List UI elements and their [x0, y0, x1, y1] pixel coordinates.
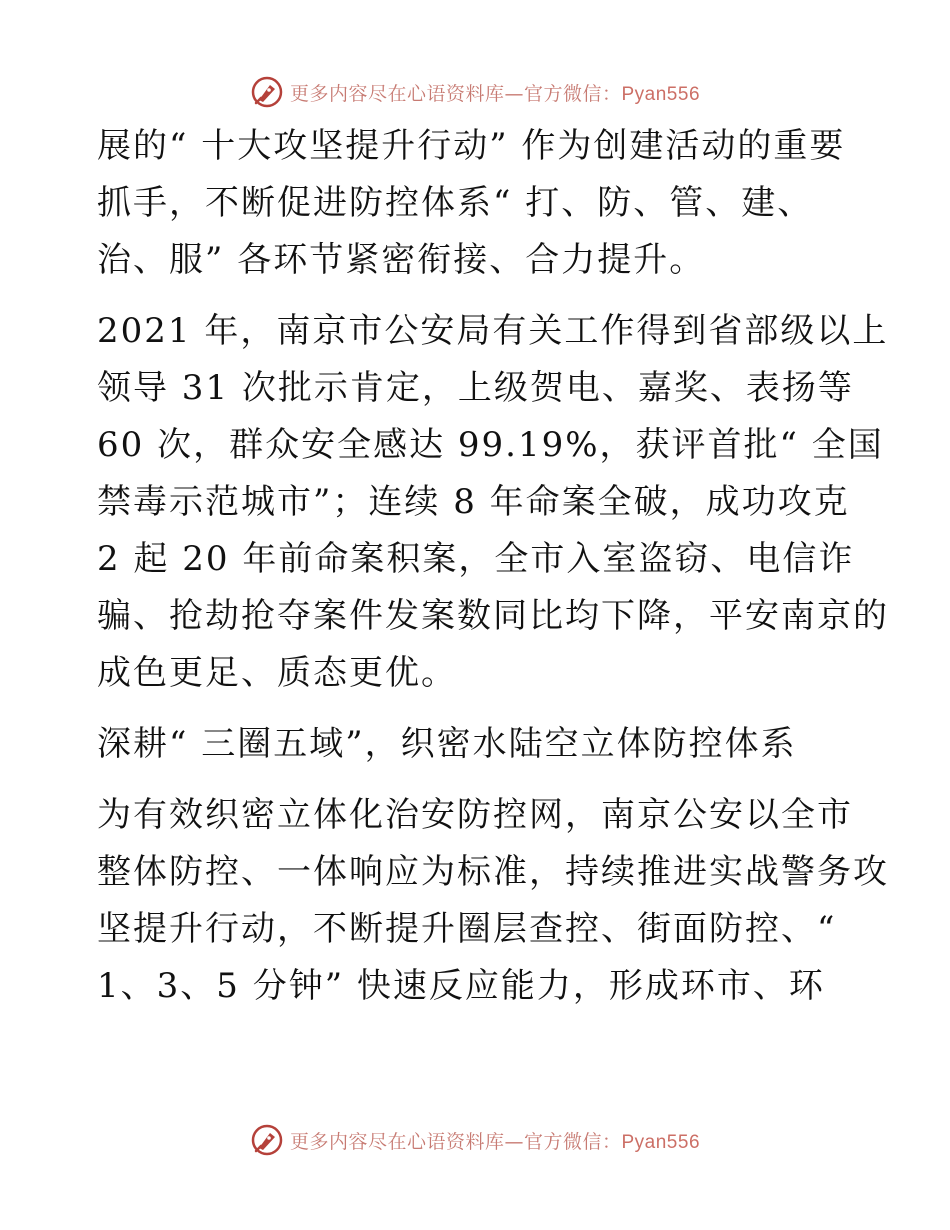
text-line: 抓手，不断促进防控体系“ 打、防、管、建、 — [97, 183, 814, 223]
paragraph-1 — [97, 118, 877, 289]
text-line: 整体防控、一体响应为标准，持续推进实战警务攻 — [97, 852, 889, 892]
pen-nib-logo-icon — [250, 75, 284, 109]
text-line: 60 次，群众安全感达 99.19%，获评首批“ 全国 — [97, 425, 884, 465]
header-watermark — [0, 72, 950, 112]
text-line: 展的“ 十大攻坚提升行动” 作为创建活动的重要 — [97, 126, 846, 166]
text-line: 1、3、5 分钟” 快速反应能力，形成环市、环 — [97, 966, 825, 1006]
footer-watermark — [0, 1120, 950, 1160]
text-line: 2 起 20 年前命案积案，全市入室盗窃、电信诈 — [97, 539, 855, 579]
paragraph-3 — [97, 787, 889, 1015]
document-body — [97, 118, 889, 1015]
text-line: 深耕“ 三圈五域”，织密水陆空立体防控体系 — [97, 724, 797, 764]
text-line: 领导 31 次批示肯定，上级贺电、嘉奖、表扬等 — [97, 368, 854, 408]
text-line: 成色更足、质态更优。 — [97, 653, 457, 693]
pen-nib-logo-icon — [250, 1123, 284, 1157]
text-line: 2021 年，南京市公安局有关工作得到省部级以上 — [97, 311, 889, 351]
text-line: 禁毒示范城市”；连续 8 年命案全破，成功攻克 — [97, 482, 850, 522]
section-heading — [97, 716, 877, 773]
text-line: 为有效织密立体化治安防控网，南京公安以全市 — [97, 795, 853, 835]
text-line: 坚提升行动，不断提升圈层查控、街面防控、“ — [97, 909, 837, 949]
watermark-text: 更多内容尽在心语资料库—官方微信：Pyan556 — [289, 1130, 701, 1153]
paragraph-2 — [97, 303, 889, 702]
text-line: 骗、抢劫抢夺案件发案数同比均下降，平安南京的 — [97, 596, 889, 636]
watermark-text: 更多内容尽在心语资料库—官方微信：Pyan556 — [289, 82, 701, 105]
text-line: 治、服” 各环节紧密衔接、合力提升。 — [97, 240, 706, 280]
